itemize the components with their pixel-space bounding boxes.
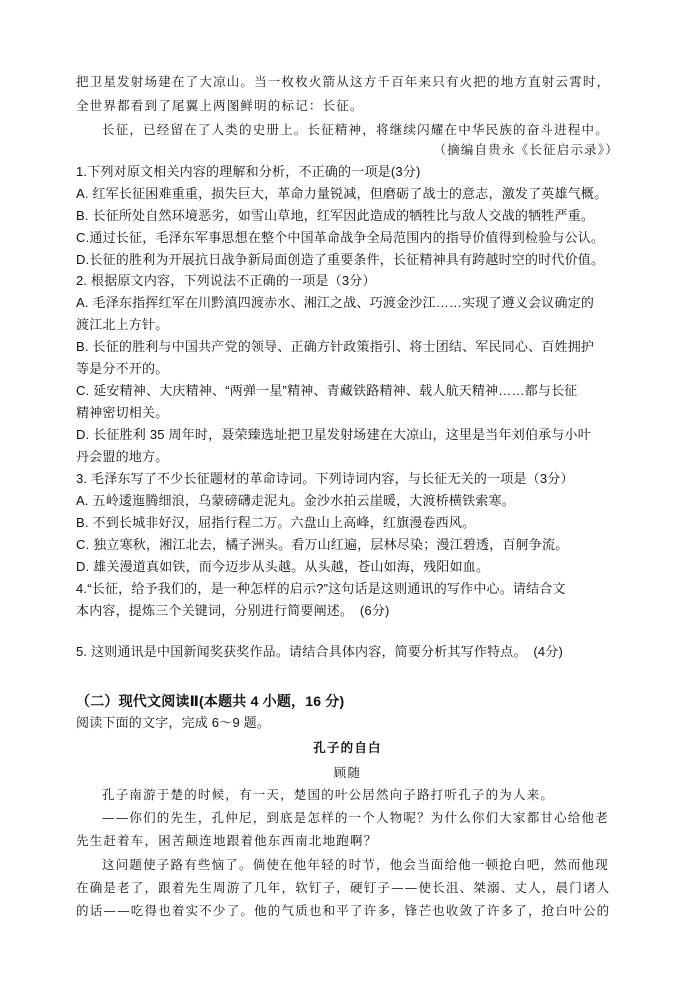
question-3-option-b: B. 不到长城非好汉，屈指行程二万。六盘山上高峰，红旗漫卷西风。: [76, 515, 476, 530]
question-2-option-a-cont: 渡江北上方针。: [76, 317, 169, 332]
question-4-stem: 4.“长征，给予我们的，是一种怎样的启示?”这句话是这则通讯的写作中心。请结合文: [76, 581, 566, 596]
story-paragraph-cont: 的话——吃得也着实不少了。他的气质也和平了许多，锋芒也收敛了许多了，抢白叶公的: [76, 903, 611, 918]
story-paragraph: ——你们的先生，孔仲尼，到底是怎样的一个人物呢？为什么你们大家都甘心给他老: [102, 810, 609, 825]
question-2-option-c-cont: 精神密切相关。: [76, 405, 169, 420]
passage-source: （摘编自贵永《长征启示录》）: [433, 142, 619, 157]
question-1-option-d: D.长征的胜利为开展抗日战争新局面创造了重要条件，长征精神具有跨越时空的时代价值。: [76, 252, 605, 267]
story-paragraph-cont: 在确是老了，跟着先生周游了几年，软钉子，硬钉子——使长沮、桀溺、丈人，晨门诸人: [76, 880, 611, 895]
question-4-stem-cont: 本内容，提炼三个关键词，分别进行简要阐述。 (6分): [76, 603, 390, 618]
story-paragraph: 这问题使子路有些恼了。倘使在他年轻的时节，他会当面给他一顿抢白吧，然而他现: [102, 857, 609, 872]
question-3-option-d: D. 雄关漫道真如铁，而今迈步从头越。从头越，苍山如海，残阳如血。: [76, 559, 490, 574]
question-2-option-d-cont: 丹会盟的地方。: [76, 449, 169, 464]
question-1-stem: 1.下列对原文相关内容的理解和分析，不正确的一项是(3分): [76, 164, 421, 179]
question-2-option-c: C. 延安精神、大庆精神、“两弹一星”精神、青藏铁路精神、载人航天精神……都与长征: [76, 383, 578, 398]
question-1-option-c: C.通过长征，毛泽东军事思想在整个中国革命战争全局范围内的指导价值得到检验与公认。: [76, 230, 605, 245]
question-5-stem: 5. 这则通讯是中国新闻奖获奖作品。请结合具体内容，简要分析其写作特点。 (4分): [76, 644, 564, 659]
passage-line: 把卫星发射场建在了大凉山。当一枚枚火箭从这方千百年来只有火把的地方直射云霄时，: [76, 74, 611, 89]
section-heading: （二）现代文阅读Ⅱ(本题共 4 小题，16 分): [76, 693, 345, 709]
story-paragraph-cont: 先生赶着车，困苦颠连地跟着他东西南北地跑啊？: [76, 833, 378, 848]
story-paragraph: 孔子南游于楚的时候，有一天，楚国的叶公居然向子路打听孔子的为人来。: [102, 787, 555, 802]
section-instruction: 阅读下面的文字，完成 6～9 题。: [76, 715, 271, 730]
question-1-option-b: B. 长征所处自然环境恶劣，如雪山草地，红军因此造成的牺牲比与敌人交战的牺牲严重。: [76, 208, 595, 223]
question-3-stem: 3. 毛泽东写了不少长征题材的革命诗词。下列诗词内容，与长征无关的一项是（3分）: [76, 471, 574, 486]
question-3-option-a: A. 五岭逶迤腾细浪，乌蒙磅礴走泥丸。金沙水拍云崖暖，大渡桥横铁索寒。: [76, 493, 515, 508]
question-2-option-b-cont: 等是分不开的。: [76, 361, 169, 376]
passage-line: 全世界都看到了尾翼上两图鲜明的标记：长征。: [76, 98, 364, 113]
question-2-stem: 2. 根据原文内容，下列说法不正确的一项是（3分）: [76, 273, 376, 288]
passage-line: 长征，已经留在了人类的史册上。长征精神，将继续闪耀在中华民族的奋斗进程中。: [102, 122, 609, 137]
question-1-option-a: A. 红军长征困难重重，损失巨大，革命力量锐减，但磨砺了战士的意志，激发了英雄气概。: [76, 186, 608, 201]
question-2-option-d: D. 长征胜利 35 周年时，聂荣臻选址把卫星发射场建在大凉山，这里是当年刘伯承与小叶: [76, 427, 591, 442]
question-3-option-c: C. 独立寒秋，湘江北去，橘子洲头。看万山红遍，层林尽染；漫江碧透，百舸争流。: [76, 537, 569, 552]
story-title: 孔子的自白: [313, 740, 382, 755]
question-2-option-a: A. 毛泽东指挥红军在川黔滇四渡赤水、湘江之战、巧渡金沙江……实现了遵义会议确定的: [76, 295, 595, 310]
question-2-option-b: B. 长征的胜利与中国共产党的领导、正确方针政策指引、将士团结、军民同心、百姓拥护: [76, 339, 595, 354]
story-author: 顾随: [333, 765, 362, 780]
